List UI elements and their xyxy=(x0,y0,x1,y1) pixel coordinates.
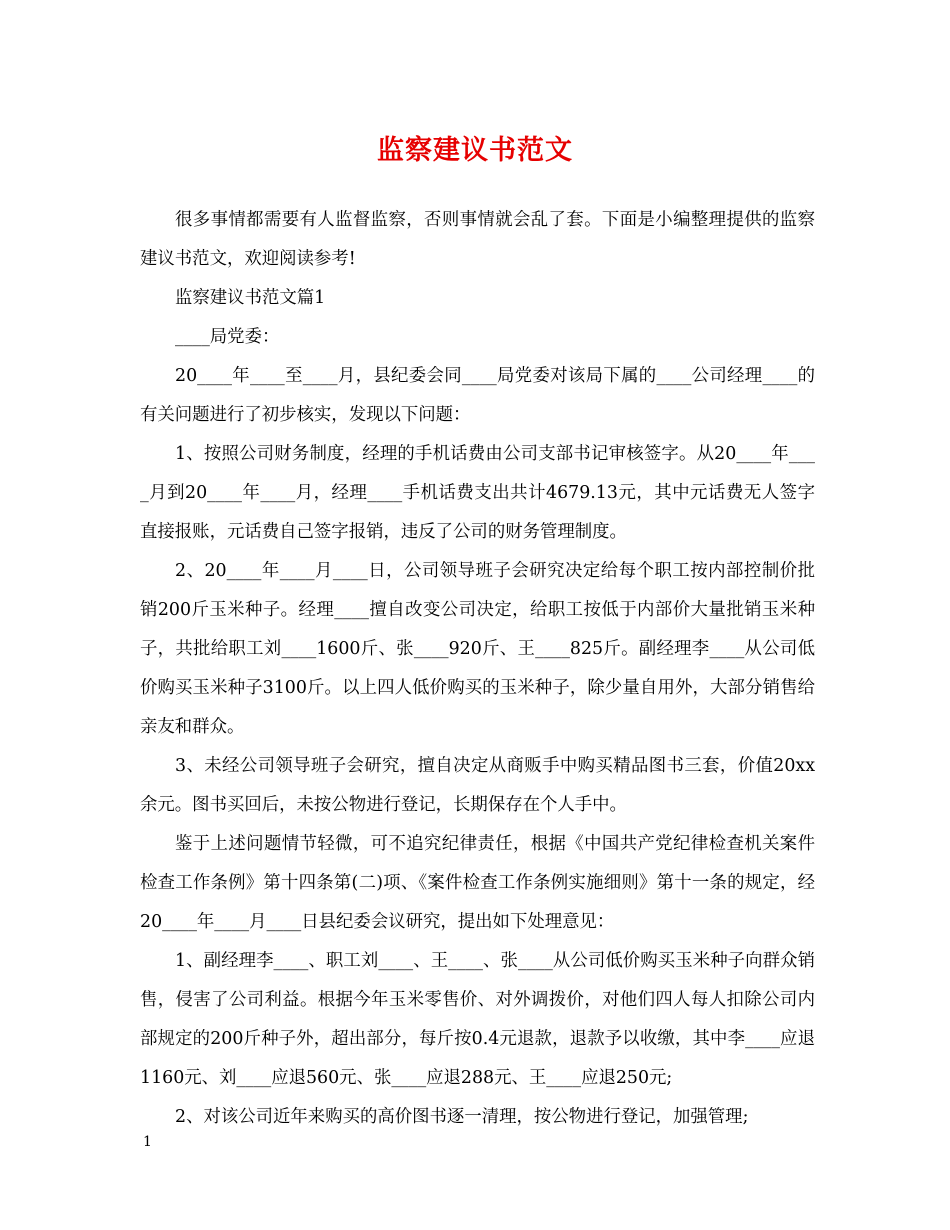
problem-item-3: 3、未经公司领导班子会研究，擅自决定从商贩手中购买精品图书三套，价值20xx余元。图书买回后，未按公物进行登记，长期保存在个人手中。 xyxy=(140,756,815,815)
page-number: 1 xyxy=(143,1134,152,1150)
body-paragraph: 20____年____至____月，县纪委会同____局党委对该局下属的____公司经理____的有关问题进行了初步核实，发现以下问题： xyxy=(140,366,815,425)
opinion-item-2: 2、对该公司近年来购买的高价图书逐一清理，按公物进行登记，加强管理; xyxy=(175,1107,749,1127)
problem-item-1: 1、按照公司财务制度，经理的手机话费由公司支部书记审核签字。从20____年____月到20____年____月，经理____手机话费支出共计4679.13元，其中元话费无人签字直接报账，元话费自己签字报销，违反了公司的财务管理制度。 xyxy=(140,444,815,542)
opinion-item-1: 1、副经理李____、职工刘____、王____、张____从公司低价购买玉米种子向群众销售，侵害了公司利益。根据今年玉米零售价、对外调拨价，对他们四人每人扣除公司内部规定的200斤种子外，超出部分，每斤按0.4元退款，退款予以收缴，其中李____应退1160元、刘____应退560元、张____应退288元、王____应退250元; xyxy=(140,951,815,1088)
salutation: ____局党委： xyxy=(175,327,280,347)
document-body xyxy=(140,201,815,1137)
intro-paragraph: 很多事情都需要有人监督监察，否则事情就会乱了套。下面是小编整理提供的监察建议书范文，欢迎阅读参考! xyxy=(140,210,815,269)
problem-item-2: 2、20____年____月____日，公司领导班子会研究决定给每个职工按内部控制价批销200斤玉米种子。经理____擅自改变公司决定，给职工按低于内部价大量批销玉米种子，共批给职工刘____1600斤、张____920斤、王____825斤。副经理李____从公司低价购买玉米种子3100斤。以上四人低价购买的玉米种子，除少量自用外，大部分销售给亲友和群众。 xyxy=(140,561,815,737)
section-heading: 监察建议书范文篇1 xyxy=(175,288,326,308)
basis-paragraph: 鉴于上述问题情节轻微，可不追究纪律责任，根据《中国共产党纪律检查机关案件检查工作条例》第十四条第(二)项、《案件检查工作条例实施细则》第十一条的规定，经20____年____月____日县纪委会议研究，提出如下处理意见： xyxy=(140,834,815,932)
document-title: 监察建议书范文 xyxy=(377,135,573,166)
